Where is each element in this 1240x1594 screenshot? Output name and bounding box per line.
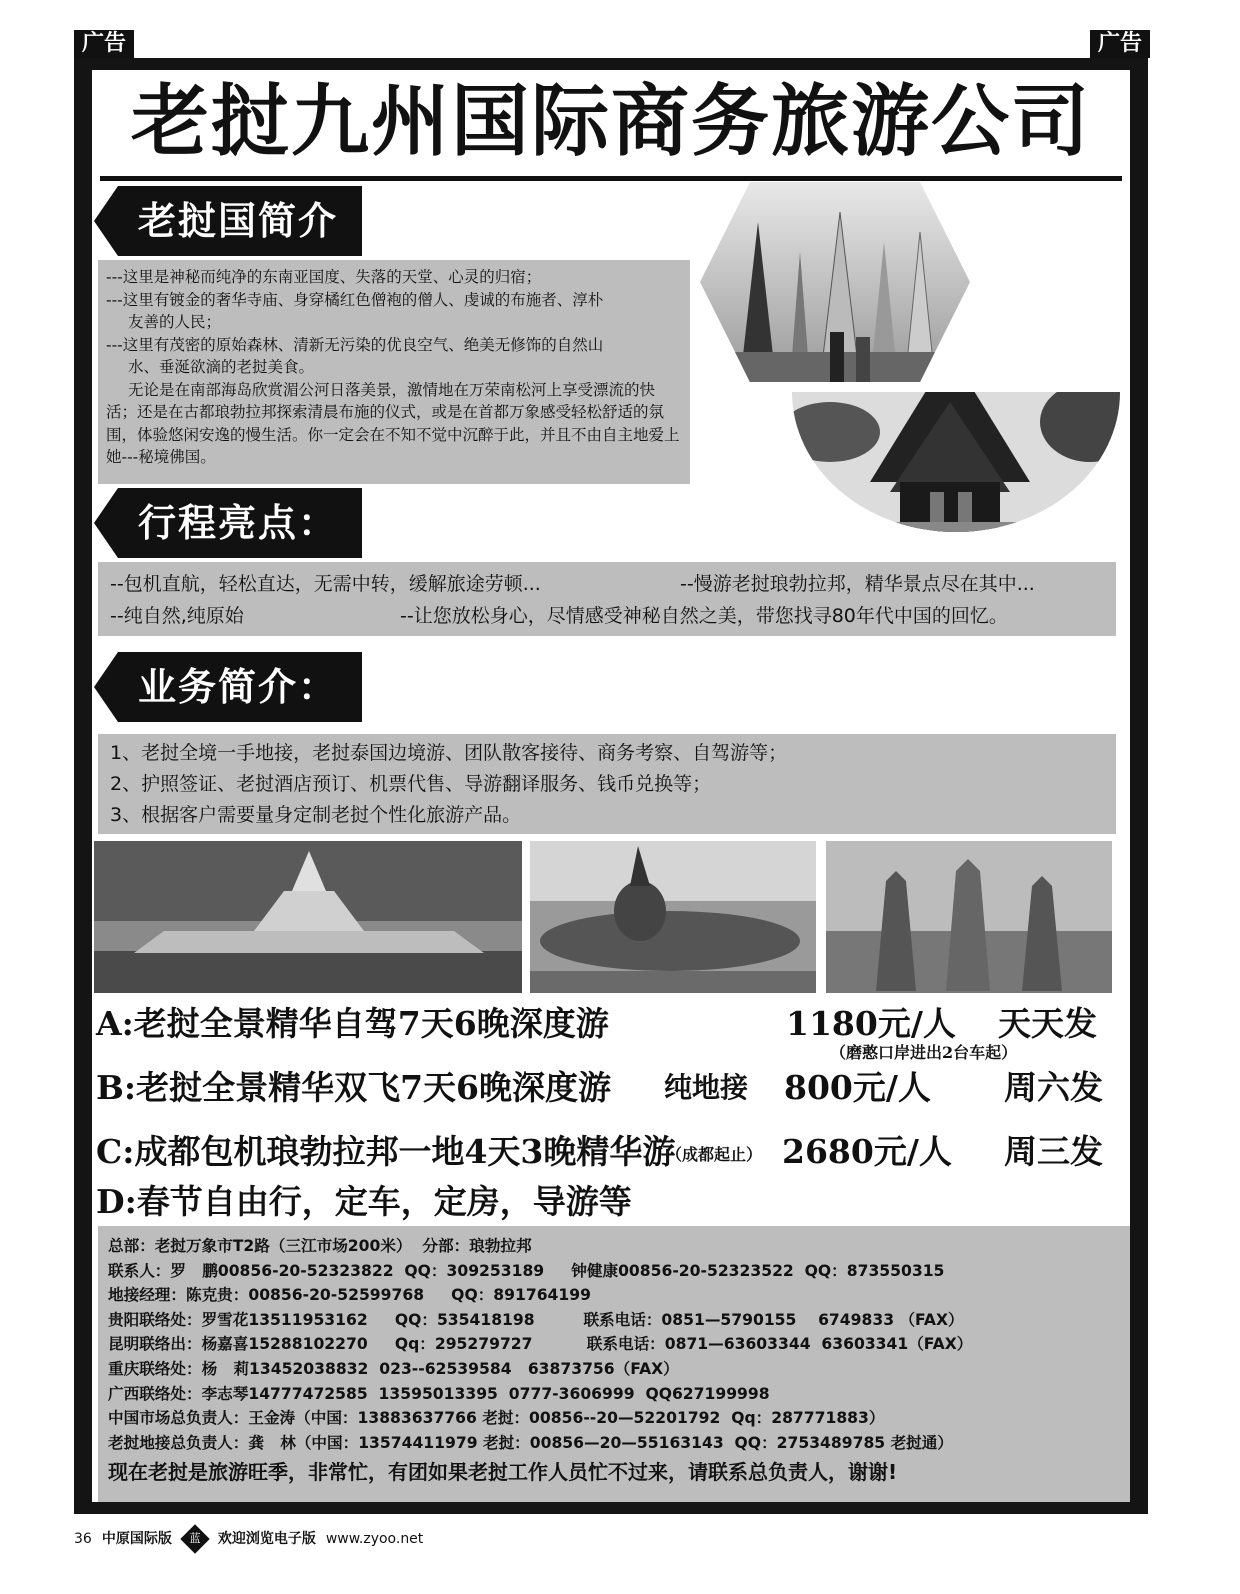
route-a-price: 1180元/人 [786, 1004, 956, 1043]
website-link[interactable]: www.zyoo.net [325, 1531, 424, 1547]
intro-paragraph: 无论是在南部海岛欣赏湄公河日落美景，激情地在万荣南松河上享受漂流的快活；还是在古都琅勃拉邦探索清晨布施的仪式，或是在首都万象感受轻松舒适的氛围，体验悠闲安逸的慢生活。你一定会在不知不觉中沉醉于此，并且不由自主地爱上她---秘境佛国。 [106, 380, 680, 466]
route-a-schedule: 天天发 [998, 1004, 1097, 1043]
intro-line: ---这里有镀金的奢华寺庙、身穿橘红色僧袍的僧人、虔诚的布施者、淳朴 [106, 290, 604, 309]
highlight-item: --慢游老挝琅勃拉邦，精华景点尽在其中... [680, 573, 1035, 595]
route-d-name: D:春节自由行，定车，定房，导游等 [96, 1182, 632, 1221]
contacts-box [98, 1226, 1130, 1502]
pagoda-photo [700, 182, 970, 382]
route-b-price: 800元/人 [784, 1068, 931, 1107]
contact-line: 昆明联络出：杨嘉喜15288102270 Qq：295279727 联系电话：0871—63603344 63603341（FAX） [108, 1335, 973, 1354]
intro-line: ---这里是神秘而纯净的东南亚国度、失落的天堂、心灵的归宿； [106, 268, 542, 286]
route-c-note: （成都起止） [666, 1145, 763, 1164]
services-box [98, 734, 1116, 834]
services-heading [94, 652, 364, 722]
intro-line: 友善的人民； [128, 313, 222, 331]
intro-line: ---这里有茂密的原始森林、清新无污染的优良空气、绝美无修饰的自然山 [106, 335, 604, 354]
highlight-item: --让您放松身心，尽情感受神秘自然之美，带您找寻80年代中国的回忆。 [400, 605, 1008, 627]
intro-heading [94, 186, 364, 256]
route-c-price: 2680元/人 [782, 1132, 952, 1171]
ad-tag-right: 广告 [1090, 30, 1150, 58]
closing-note: 现在老挝是旅游旺季，非常忙，有团如果老挝工作人员忙不过来，请联系总负责人，谢谢! [108, 1460, 898, 1485]
ad-frame [74, 58, 1148, 1514]
route-a-note: （磨憨口岸进出2台车起） [830, 1043, 1018, 1062]
intro-text-box [98, 260, 690, 484]
contact-line: 中国市场总负责人：王金涛（中国：13883637766 老挝：00856--20—52201792 Qq：287771883） [108, 1409, 885, 1428]
highlight-item: --包机直航，轻松直达，无需中转，缓解旅途劳顿... [110, 573, 541, 595]
highlights-heading [94, 488, 364, 558]
intro-line: 水、垂涎欲滴的老挝美食。 [128, 358, 315, 376]
stupa-photo [94, 841, 522, 993]
contact-line: 联系人：罗 鹏00856-20-52323822 QQ：309253189 钟健康00856-20-52323522 QQ：873550315 [108, 1261, 945, 1280]
reclining-buddha-photo [530, 841, 816, 993]
route-b-schedule: 周六发 [1004, 1068, 1103, 1107]
highlights-heading-label: 行程亮点： [137, 501, 338, 545]
contact-line: 重庆联络处：杨 莉13452038832 023--62539584 63873756（FAX） [108, 1359, 679, 1378]
service-item: 1、老挝全境一手地接，老挝泰国边境游、团队散客接待、商务考察、自驾游等； [110, 742, 788, 764]
page-title: 老挝九州国际商务旅游公司 [130, 77, 1091, 167]
contact-line: 贵阳联络处：罗雪花13511953162 QQ：535418198 联系电话：0851—5790155 6749833 （FAX） [108, 1310, 964, 1329]
page-number: 36 [74, 1531, 92, 1547]
route-b-extra: 纯地接 [664, 1071, 749, 1104]
ad-tag-left: 广告 [74, 30, 134, 58]
highlight-item: --纯自然,纯原始 [110, 605, 244, 627]
route-b-name: B:老挝全景精华双飞7天6晚深度游 [96, 1068, 611, 1107]
publication-name: 中原国际版 [101, 1531, 172, 1547]
contact-line: 老挝地接总负责人：龚 林（中国：13574411979 老挝：00856—20—55163143 QQ：2753489785 老挝通） [108, 1433, 953, 1452]
publication-logo-icon: 蓝 [180, 1524, 209, 1553]
services-heading-label: 业务简介： [137, 665, 338, 709]
service-item: 2、护照签证、老挝酒店预订、机票代售、导游翻译服务、钱币兑换等； [110, 773, 712, 795]
khmer-towers-photo [826, 841, 1112, 993]
service-item: 3、根据客户需要量身定制老挝个性化旅游产品。 [110, 804, 522, 826]
route-c-name: C:成都包机琅勃拉邦一地4天3晚精华游 [96, 1132, 676, 1171]
browse-text: 欢迎浏览电子版 [217, 1531, 316, 1547]
route-c-schedule: 周三发 [1004, 1132, 1103, 1171]
contact-line: 广西联络处：李志琴14777472585 13595013395 0777-3606999 QQ627199998 [108, 1384, 770, 1403]
contact-line: 地接经理：陈克贵：00856-20-52599768 QQ：891764199 [108, 1286, 591, 1305]
title-divider [100, 176, 1122, 181]
contact-line: 总部：老挝万象市T2路（三江市场200米） 分部：琅勃拉邦 [108, 1237, 532, 1255]
route-a-name: A:老挝全景精华自驾7天6晚深度游 [96, 1004, 609, 1043]
route-a [96, 998, 609, 1045]
highlights-box [98, 562, 1116, 636]
intro-heading-label: 老挝国简介 [137, 199, 338, 243]
temple-photos [700, 182, 1130, 554]
ad-content [92, 70, 1130, 1502]
page-footer [74, 1524, 423, 1554]
